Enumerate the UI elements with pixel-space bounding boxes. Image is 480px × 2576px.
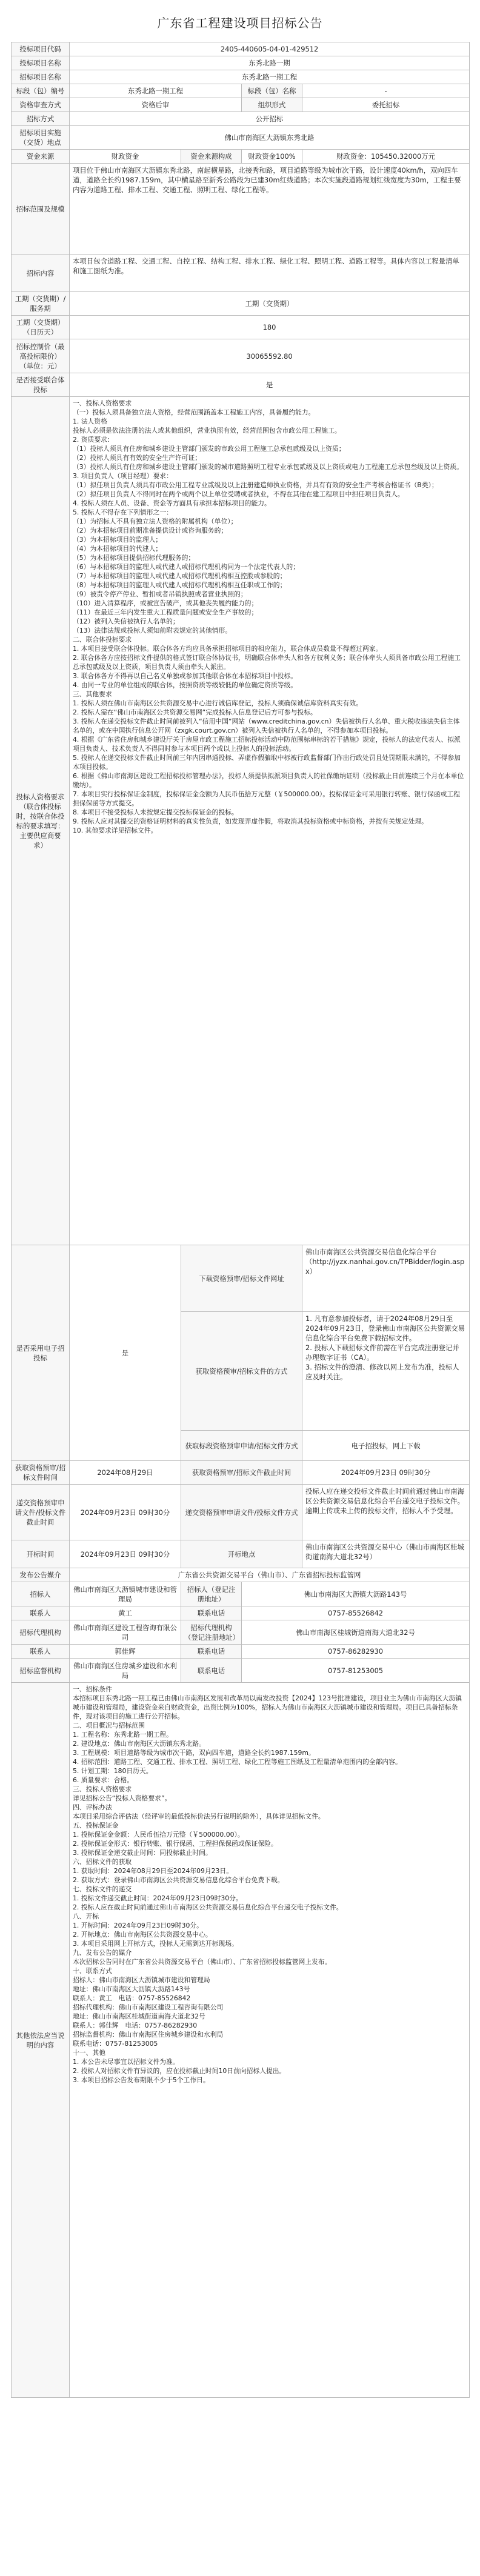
label-tenderer: 招标人 xyxy=(12,1582,70,1606)
value-elec-way: 1. 凡有意参加投标者，请于2024年08月29日至2024年09月23日，登录佛山市南海区公共资源交易信息化综合平台免费下载招标文件。 2. 投标人下载招标文件前需在平台完成注册登记并办理数字证书（CA）。 3. 招标文件的澄清、修改以网上发布为准，投标人应及时关注。 xyxy=(302,1312,470,1431)
label-code: 投标项目代码 xyxy=(12,42,70,56)
label-other: 其他依法应当说明的内容 xyxy=(12,1683,70,2398)
value-supervisor-phone: 0757-81253005 xyxy=(242,1659,470,1683)
notice-table xyxy=(11,42,470,2398)
label-media: 发布公告媒介 xyxy=(12,1568,70,1582)
row-fund xyxy=(12,150,470,164)
label-days: 工期（交货期）（日历天） xyxy=(12,316,70,339)
value-section-code: - xyxy=(302,84,470,98)
value-location: 佛山市南海区大沥镇东秀北路 xyxy=(70,126,470,150)
row-bid-name xyxy=(12,70,470,84)
label-name: 投标项目名称 xyxy=(12,56,70,70)
label-tenderer-reg: 招标人（登记注册地址） xyxy=(181,1582,242,1606)
value-media: 广东省公共资源交易平台（佛山市）、广东省招标投标监管网 xyxy=(70,1568,470,1582)
row-elec-1 xyxy=(12,1245,470,1312)
value-fund: 财政资金 xyxy=(70,150,181,164)
value-elec: 是 xyxy=(70,1245,181,1461)
label-price: 招标控制价（最高投标限价）（单位：元） xyxy=(12,339,70,373)
value-section-name: 东秀北路一期工程 xyxy=(70,84,242,98)
value-agent-contact: 郭佳辉 xyxy=(70,1645,181,1659)
label-fund: 资金来源 xyxy=(12,150,70,164)
label-get-time: 获取资格预审/招标文件时间 xyxy=(12,1461,70,1485)
row-agent-contact xyxy=(12,1645,470,1659)
row-tenderer-contact xyxy=(12,1606,470,1620)
row-section xyxy=(12,84,470,98)
value-fund-src: 财政资金100% xyxy=(242,150,302,164)
row-content xyxy=(12,255,470,292)
label-elec-url: 下载资格预审/招标文件网址 xyxy=(181,1245,302,1312)
value-tenderer-phone: 0757-85526842 xyxy=(242,1606,470,1620)
value-days: 180 xyxy=(70,316,470,339)
label-elec-way: 获取资格预审/招标文件的方式 xyxy=(181,1312,302,1431)
row-method xyxy=(12,112,470,126)
row-supervisor xyxy=(12,1659,470,1683)
row-period xyxy=(12,292,470,316)
label-content: 招标内容 xyxy=(12,255,70,292)
value-org: 委托招标 xyxy=(302,98,470,112)
label-agent: 招标代理机构 xyxy=(12,1620,70,1645)
value-agent-phone: 0757-86282930 xyxy=(242,1645,470,1659)
label-supervisor-phone: 联系电话 xyxy=(181,1659,242,1683)
row-scope xyxy=(12,164,470,255)
value-qual: 资格后审 xyxy=(70,98,242,112)
value-elec-section: 电子招投标，网上下载 xyxy=(302,1431,470,1461)
value-joint: 是 xyxy=(70,373,470,397)
label-section-code: 标段（包）名称 xyxy=(242,84,302,98)
row-open xyxy=(12,1540,470,1568)
label-location: 招标项目实施（交货）地点 xyxy=(12,126,70,150)
row-deadline xyxy=(12,1485,470,1540)
row-code xyxy=(12,42,470,56)
value-supervisor: 佛山市南海区住房城乡建设和水利局 xyxy=(70,1659,181,1683)
row-name xyxy=(12,56,470,70)
value-agent: 佛山市南海区建设工程咨询有限公司 xyxy=(70,1620,181,1645)
value-get-time: 2024年08月29日 xyxy=(70,1461,181,1485)
value-code: 2405-440605-04-01-429512 xyxy=(70,42,470,56)
row-other xyxy=(12,1683,470,2398)
row-tenderer xyxy=(12,1582,470,1606)
label-supervisor: 招标监督机构 xyxy=(12,1659,70,1683)
label-section: 标段（包）编号 xyxy=(12,84,70,98)
value-deposit-way: 投标人应在递交投标文件截止时间前通过佛山市南海区公共资源交易信息化综合平台递交电子投标文件。逾期上传或未上传的投标文件，招标人不予受理。 xyxy=(302,1485,470,1540)
value-req: 一、投标人资格要求 （一）投标人须具备独立法人资格，经营范围涵盖本工程施工内容，具备履约能力。 1. 法人资格 投标人必须是依法注册的法人或其他组织，营业执照有效，经营范围包含市政公用工程施工。 2. 资质要求： （1）投标人须具有住房和城乡建设主管部门颁发的市政公用工程施工总承包贰级及以上资质； （2）投标人须具有有效的安全生产许可证； （3）投标人须具有住房和城乡建设主管部门颁发的城市道路照明工程专业承包贰级及以上资质或电力工程施工总承包叁级及以上资质。 3. 项目负责人（项目经理）要求： （1）拟任项目负责人须具有市政公用工程专业贰级及以上注册建造师执业资格，并具有有效的安全生产考核合格证书（B类）； （2）拟任项目负责人不得同时在两个或两个以上单位受聘或者执业，不得在其他在建工程项目中担任项目负责人。 4. 投标人须在人员、设备、资金等方面具有承担本招标项目的能力。 5. 投标人不得存在下列情形之一： （1）为招标人不具有独立法人资格的附属机构（单位）； （2）为本招标项目前期准备提供设计或咨询服务的； （3）为本招标项目的监理人； （4）为本招标项目的代建人； （5）为本招标项目提供招标代理服务的； （6）与本招标项目的监理人或代建人或招标代理机构同为一个法定代表人的； （7）与本招标项目的监理人或代建人或招标代理机构相互控股或参股的； （8）与本招标项目的监理人或代建人或招标代理机构相互任职或工作的； （9）被责令停产停业、暂扣或者吊销执照或者营业执照的； （10）进入清算程序，或被宣告破产，或其他丧失履约能力的； （11）在最近三年内发生重大工程质量问题或安全生产事故的； （12）被列入失信被执行人名单的； （13）法律法规或投标人须知前附表规定的其他情形。 二、联合体投标要求 1. 本项目接受联合体投标。联合体各方均应具备承担招标项目的相应能力，联合体成员数量不得超过两家。 2. 联合体各方应按招标文件提供的格式签订联合体协议书，明确联合体牵头人和各方权利义务；联合体牵头人须具备市政公用工程施工总承包贰级及以上资质，项目负责人须由牵头人派出。 3. 联合体各方不得再以自己名义单独或参加其他联合体在本招标项目中投标。 4. 由同一专业的单位组成的联合体，按照资质等级较低的单位确定资质等级。 三、其他要求 1. 投标人须在佛山市南海区公共资源交易中心进行诚信库登记，投标人须确保诚信库资料真实有效。 2. 投标人需在“佛山市南海区公共资源交易网”完成投标人信息登记后方可参与投标。 3. 投标人在递交投标文件截止时间前被列入“信用中国”网站（www.creditchina.gov.cn）失信被执行人名单、重大税收违法失信主体名单的，或在中国执行信息公开网（zxgk.court.gov.cn）被列入失信被执行人名单的，不得参加本项目投标。 4. 根据《广东省住房和城乡建设厅关于房屋市政工程施工招标投标活动中防范围标串标的若干措施》规定，投标人的法定代表人、拟派项目负责人、技术负责人不得同时参与本项目两个或以上投标人的投标活动。 5. 投标人在递交投标文件截止时间前三年内因串通投标、弄虚作假骗取中标被行政监督部门作出行政处罚且处罚期限未满的，不得参加本项目投标。 6. 根据《佛山市南海区建设工程招标投标管理办法》，投标人须提供拟派项目负责人的社保缴纳证明（投标截止日前连续三个月在本单位缴纳）。 7. 本项目实行投标保证金制度，投标保证金金额为人民币伍拾万元整（￥500000.00）。投标保证金可采用银行转账、银行保函或工程担保保函等方式提交。 8. 本项目不接受投标人未按规定提交投标保证金的投标。 9. 投标人应对其提交的资格证明材料的真实性负责，如发现弄虚作假，将取消其投标资格或中标资格，并按有关规定处理。 10. 其他要求详见招标文件。 xyxy=(70,397,470,1245)
value-tenderer-reg: 佛山市南海区大沥镇大沥路143号 xyxy=(242,1582,470,1606)
value-scope: 项目位于佛山市南海区大沥镇东秀北路，南起横星路，北接秀和路，项目道路等级为城市次干路，设计速度40km/h，双向四车道，道路全长约1987.159m，其中横星路至新秀公路段为已建30m红线道路；本次实施段道路规划红线宽度为30m，工程主要内容为道路工程、排水工程、交通工程、照明工程、绿化工程等。 xyxy=(70,164,470,255)
label-method: 招标方式 xyxy=(12,112,70,126)
value-method: 公开招标 xyxy=(70,112,470,126)
row-location xyxy=(12,126,470,150)
value-agent-addr: 佛山市南海区桂城街道南海大道北32号 xyxy=(242,1620,470,1645)
row-joint xyxy=(12,373,470,397)
label-elec: 是否采用电子招投标 xyxy=(12,1245,70,1461)
label-elec-section: 获取标段资格预审申请/招标文件方式 xyxy=(181,1431,302,1461)
label-agent-contact: 联系人 xyxy=(12,1645,70,1659)
value-tenderer-contact: 黄工 xyxy=(70,1606,181,1620)
row-qual xyxy=(12,98,470,112)
label-scope: 招标范围及规模 xyxy=(12,164,70,255)
value-period: 工期（交货期） xyxy=(70,292,470,316)
row-days xyxy=(12,316,470,339)
row-price xyxy=(12,339,470,373)
row-get-time xyxy=(12,1461,470,1485)
page-title: 广东省工程建设项目招标公告 xyxy=(157,16,323,30)
label-open-time: 开标时间 xyxy=(12,1540,70,1568)
label-joint: 是否接受联合体投标 xyxy=(12,373,70,397)
label-fund-src: 资金来源构成 xyxy=(181,150,242,164)
label-tenderer-contact: 联系人 xyxy=(12,1606,70,1620)
label-deposit-way: 递交资格预审申请文件/投标文件方式 xyxy=(181,1485,302,1540)
row-agent xyxy=(12,1620,470,1645)
value-elec-url[interactable]: 佛山市南海区公共资源交易信息化综合平台（http://jyzx.nanhai.gov.cn/TPBidder/login.aspx） xyxy=(302,1245,470,1312)
row-media xyxy=(12,1568,470,1582)
value-name: 东秀北路一期 xyxy=(70,56,470,70)
label-qual: 资格审查方式 xyxy=(12,98,70,112)
label-agent-phone: 联系电话 xyxy=(181,1645,242,1659)
label-open-place: 开标地点 xyxy=(181,1540,302,1568)
label-agent-addr: 招标代理机构（登记注册地址） xyxy=(181,1620,242,1645)
value-tenderer: 佛山市南海区大沥镇城市建设和管理局 xyxy=(70,1582,181,1606)
value-deadline: 2024年09月23日 09时30分 xyxy=(70,1485,181,1540)
value-bid-name: 东秀北路一期工程 xyxy=(70,70,470,84)
row-req xyxy=(12,397,470,1245)
value-open-time: 2024年09月23日 09时30分 xyxy=(70,1540,181,1568)
label-period: 工期（交货期）/服务期 xyxy=(12,292,70,316)
value-content: 本项目包含道路工程、交通工程、自控工程、结构工程、排水工程、绿化工程、照明工程、道路工程等。具体内容以工程量清单和施工图纸为准。 xyxy=(70,255,470,292)
label-req: 投标人资格要求（联合体投标时，按联合体投标的要求填写：主要供应商要求） xyxy=(12,397,70,1245)
label-bid-name: 招标项目名称 xyxy=(12,70,70,84)
value-price: 30065592.80 xyxy=(70,339,470,373)
value-budget: 财政资金：105450.32000万元 xyxy=(302,150,470,164)
label-org: 组织形式 xyxy=(242,98,302,112)
label-tenderer-phone: 联系电话 xyxy=(181,1606,242,1620)
value-other: 一、招标条件 本招标项目东秀北路一期工程已由佛山市南海区发展和改革局以南发改投资【2024】123号批准建设，项目业主为佛山市南海区大沥镇城市建设和管理局，建设资金来自财政资金，出资比例为100%，招标人为佛山市南海区大沥镇城市建设和管理局。项目已具备招标条件，现对该项目的施工进行公开招标。 二、项目概况与招标范围 1. 工程名称：东秀北路一期工程。 2. 建设地点：佛山市南海区大沥镇东秀北路。 3. 工程规模：项目道路等级为城市次干路，双向四车道，道路全长约1987.159m。 4. 招标范围：道路工程、交通工程、排水工程、照明工程、绿化工程等施工图纸及工程量清单范围内的全部内容。 5. 计划工期：180日历天。 6. 质量要求：合格。 三、投标人资格要求 详见招标公告“投标人资格要求”。 四、评标办法 本项目采用综合评估法（经评审的最低投标价法另行说明的除外），具体详见招标文件。 五、投标保证金 1. 投标保证金金额：人民币伍拾万元整（￥500000.00）。 2. 投标保证金形式：银行转账、银行保函、工程担保保函或保证保险。 3. 投标保证金递交截止时间：同投标截止时间。 六、招标文件的获取 1. 获取时间：2024年08月29日至2024年09月23日。 2. 获取方式：登录佛山市南海区公共资源交易信息化综合平台免费下载。 七、投标文件的递交 1. 投标文件递交截止时间：2024年09月23日09时30分。 2. 投标人应在截止时间前通过佛山市南海区公共资源交易信息化综合平台递交电子投标文件。 八、开标 1. 开标时间：2024年09月23日09时30分。 2. 开标地点：佛山市南海区公共资源交易中心。 3. 本项目采用网上开标方式，投标人无需到达开标现场。 九、发布公告的媒介 本次招标公告同时在广东省公共资源交易平台（佛山市）、广东省招标投标监管网上发布。 十、联系方式 招标人：佛山市南海区大沥镇城市建设和管理局 地址：佛山市南海区大沥镇大沥路143号 联系人：黄工 电话：0757-85526842 招标代理机构：佛山市南海区建设工程咨询有限公司 地址：佛山市南海区桂城街道南海大道北32号 联系人：郭佳辉 电话：0757-86282930 招标监督机构：佛山市南海区住房城乡建设和水利局 联系电话：0757-81253005 十一、其他 1. 本公告未尽事宜以招标文件为准。 2. 投标人对招标文件有异议的，应在投标截止时间10日前向招标人提出。 3. 本项目招标公告发布期限不少于5个工作日。 xyxy=(70,1683,470,2398)
value-open-place: 佛山市南海区公共资源交易中心（佛山市南海区桂城街道南海大道北32号） xyxy=(302,1540,470,1568)
label-get-end: 获取资格预审/招标文件截止时间 xyxy=(181,1461,302,1485)
value-get-end: 2024年09月23日 09时30分 xyxy=(302,1461,470,1485)
label-deadline: 递交资格预审申请文件/投标文件截止时间 xyxy=(12,1485,70,1540)
